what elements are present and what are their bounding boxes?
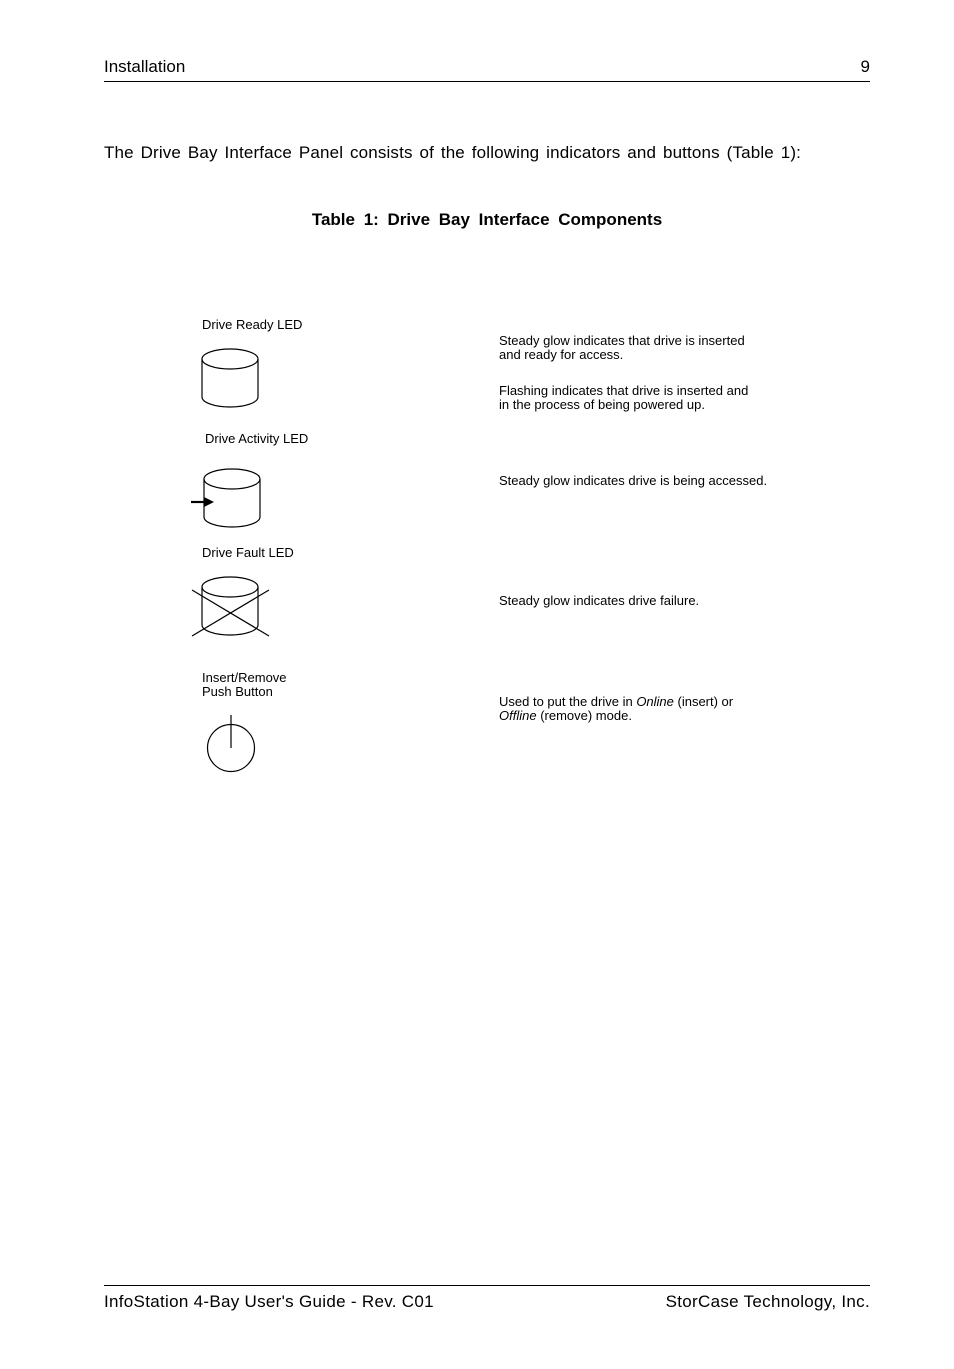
desc-line — [499, 695, 819, 709]
cylinder-x-icon — [190, 574, 272, 640]
desc-text: Used to put the drive in — [499, 694, 637, 709]
desc-offline-term: Offline — [499, 708, 537, 723]
desc-line — [499, 709, 819, 723]
power-button-icon — [205, 714, 259, 776]
desc-text: (insert) or — [673, 694, 734, 709]
drive-ready-desc-flashing — [499, 384, 819, 412]
desc-text: (remove) mode. — [536, 708, 632, 723]
label-line: Push Button — [202, 684, 273, 699]
drive-fault-led-label: Drive Fault LED — [202, 545, 294, 560]
drive-activity-desc: Steady glow indicates drive is being accessed. — [499, 473, 768, 488]
desc-online-term: Online — [636, 694, 674, 709]
footer-divider — [104, 1285, 870, 1286]
insert-remove-desc — [499, 695, 819, 723]
table-title: Table 1: Drive Bay Interface Components — [311, 210, 663, 229]
footer-company: StorCase Technology, Inc. — [665, 1292, 870, 1311]
desc-line: Steady glow indicates that drive is inserted — [499, 333, 745, 348]
cylinder-arrow-icon — [190, 466, 264, 530]
page-number: 9 — [860, 57, 870, 76]
header-divider — [104, 81, 870, 82]
drive-activity-led-label: Drive Activity LED — [205, 431, 309, 446]
desc-line: Flashing indicates that drive is inserted and — [499, 383, 749, 398]
cylinder-icon — [200, 346, 262, 410]
desc-line: and ready for access. — [499, 347, 624, 362]
drive-ready-led-label: Drive Ready LED — [202, 317, 303, 332]
desc-line: in the process of being powered up. — [499, 397, 705, 412]
label-line: Insert/Remove — [202, 670, 287, 685]
drive-fault-desc: Steady glow indicates drive failure. — [499, 593, 700, 608]
drive-ready-desc-steady — [499, 334, 819, 362]
footer-document-title: InfoStation 4-Bay User's Guide - Rev. C01 — [104, 1292, 434, 1311]
header-section-title: Installation — [104, 57, 186, 76]
insert-remove-button-label — [202, 671, 287, 699]
intro-paragraph: The Drive Bay Interface Panel consists of the following indicators and buttons (Table 1): — [104, 143, 802, 162]
